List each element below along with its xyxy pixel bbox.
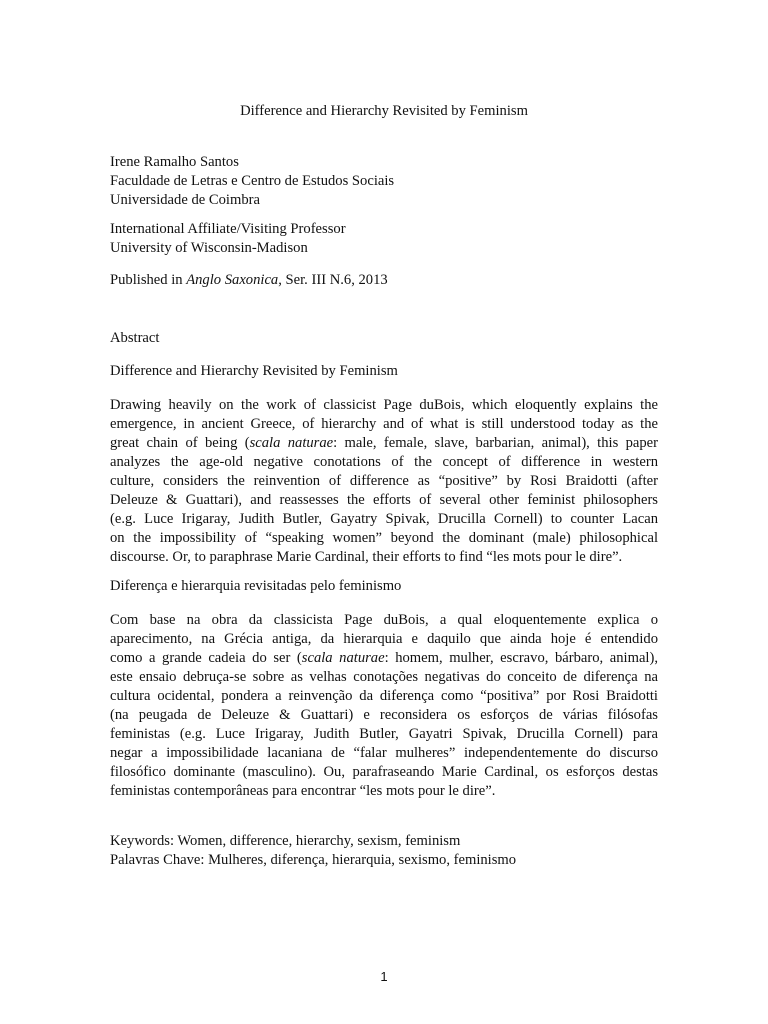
italic-term: scala naturae (301, 650, 385, 666)
english-abstract-line: analyzes the age-old negative conotations of the concept of difference in western (110, 454, 658, 470)
portuguese-abstract-line: negar a impossibilidade lacaniana de “falar mulheres” independentemente do discurso (110, 745, 658, 761)
keywords-english: Keywords: Women, difference, hierarchy, sexism, feminism (110, 833, 461, 849)
english-abstract-line: (e.g. Luce Irigaray, Judith Butler, Gayatry Spivak, Drucilla Cornell) to counter Lacan (110, 511, 658, 527)
english-abstract-line: discourse. Or, to paraphrase Marie Cardinal, their efforts to find “les mots pour le dire”. (110, 549, 623, 565)
author-name: Irene Ramalho Santos (110, 154, 239, 170)
publication-journal: Anglo Saxonica (186, 272, 279, 288)
english-abstract-paragraph (110, 396, 658, 567)
english-abstract-line: on the impossibility of “speaking women” beyond the dominant (male) philosophical (110, 530, 658, 546)
publication-prefix: Published in (110, 272, 187, 288)
portuguese-abstract-line: aparecimento, na Grécia antiga, da hierarquia e daquilo que ainda hoje é entendido (110, 631, 658, 647)
portuguese-abstract-line: feministas (e.g. Luce Irigaray, Judith Butler, Gayatri Spivak, Drucilla Cornell) para (110, 726, 658, 742)
portuguese-abstract-line: Com base na obra da classicista Page duBois, a qual eloquentemente explica o (110, 612, 658, 628)
portuguese-heading: Diferença e hierarquia revisitadas pelo feminismo (110, 578, 402, 594)
paper-title: Difference and Hierarchy Revisited by Feminism (240, 103, 528, 119)
author-university: Universidade de Coimbra (110, 192, 260, 208)
english-abstract-line: culture, considers the reinvention of difference as “positive” by Rosi Braidotti (after (110, 473, 658, 489)
english-abstract-line: emergence, in ancient Greece, of hierarchy and of what is still understood today as the (110, 416, 658, 432)
english-abstract-line: great chain of being (scala naturae: male, female, slave, barbarian, animal), this paper (110, 435, 658, 451)
keywords-portuguese: Palavras Chave: Mulheres, diferença, hierarquia, sexismo, feminismo (110, 852, 517, 868)
page-number: 1 (380, 969, 388, 984)
english-abstract-line: Drawing heavily on the work of classicist Page duBois, which eloquently explains the (110, 397, 658, 413)
portuguese-abstract-line: filosófico dominante (masculino). Ou, parafraseando Marie Cardinal, os esforços destas (110, 764, 658, 780)
portuguese-abstract-line: este ensaio debruça-se sobre as velhas conotações negativas do conceito de diferença na (110, 669, 658, 685)
author-faculty: Faculdade de Letras e Centro de Estudos Sociais (110, 173, 395, 189)
english-heading: Difference and Hierarchy Revisited by Feminism (110, 363, 398, 379)
portuguese-abstract-paragraph (110, 611, 658, 801)
publication-line (110, 271, 658, 290)
portuguese-abstract-line: (na peugada de Deleuze & Guattari) e reconsidera os esforços de várias filósofas (110, 707, 658, 723)
italic-term: scala naturae (249, 435, 334, 451)
author-block (110, 153, 658, 210)
publication-suffix: , Ser. III N.6, 2013 (278, 272, 388, 288)
abstract-heading: Abstract (110, 330, 160, 346)
affiliation-block (110, 220, 658, 258)
english-abstract-line: Deleuze & Guattari), and reassesses the efforts of several other feminist philosophers (110, 492, 658, 508)
document-page (110, 0, 658, 1024)
portuguese-abstract-line: cultura ocidental, pondera a reinvenção da diferença como “positiva” por Rosi Braidotti (110, 688, 658, 704)
affiliation-role: International Affiliate/Visiting Professor (110, 221, 346, 237)
portuguese-abstract-line: feministas contemporâneas para encontrar “les mots pour le dire”. (110, 783, 496, 799)
keywords-block (110, 832, 658, 870)
portuguese-abstract-line: como a grande cadeia do ser (scala naturae: homem, mulher, escravo, bárbaro, animal), (110, 650, 658, 666)
affiliation-university: University of Wisconsin-Madison (110, 240, 308, 256)
